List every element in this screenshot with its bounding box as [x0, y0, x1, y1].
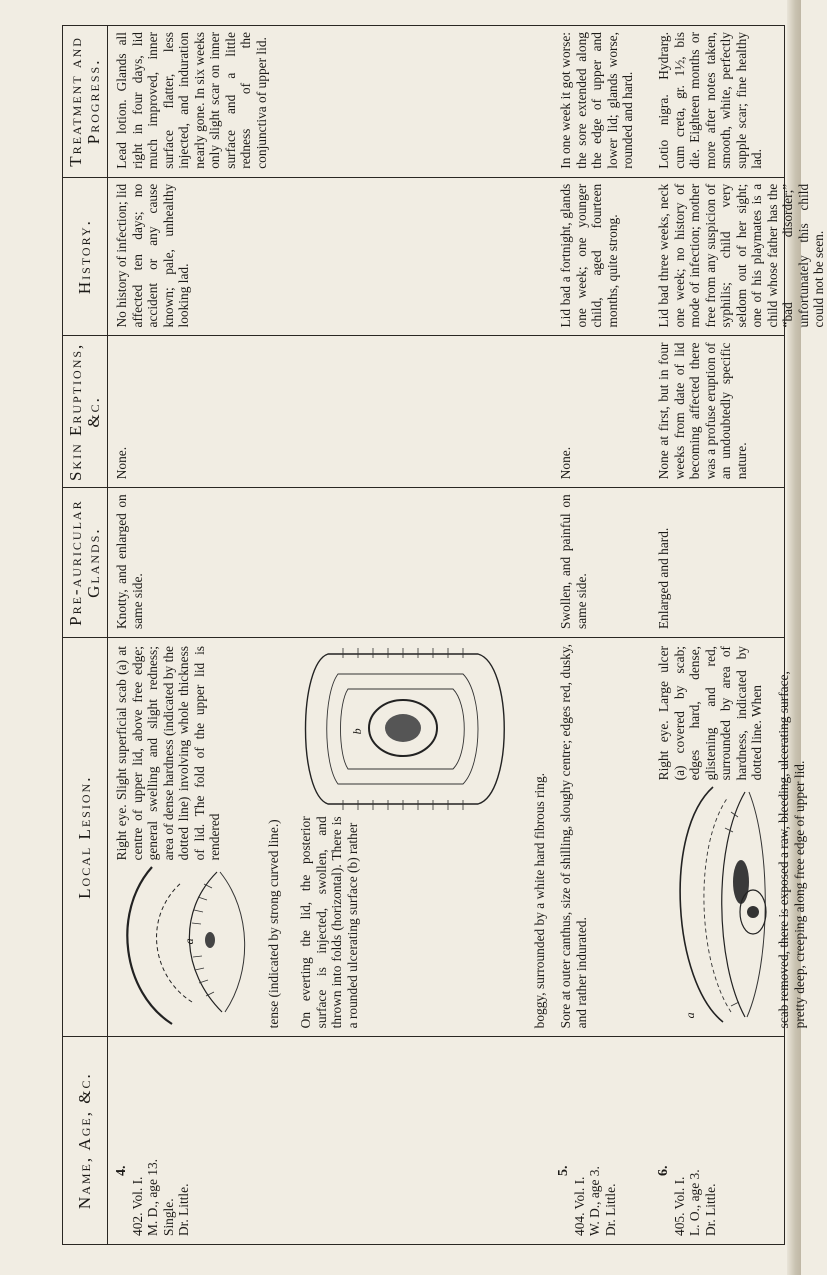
case-4-treatment: Lead lotion. Glands all right in four days, lid much improved, inner surface flatter, less injected, and induration nearly gone. In six weeks only slight scar on inner surface and a little redness of the conjunctiva of upper lid. [114, 32, 269, 169]
case-4-skin: None. [114, 446, 129, 480]
everted-lid-figure [288, 644, 528, 814]
case-4-glands: Knotty, and enlarged on same side. [114, 494, 145, 629]
table-body [108, 26, 826, 1244]
case-4-name-line-4: Dr. Little. [176, 1183, 191, 1236]
case-6-name [656, 1043, 718, 1236]
upper-lid-drawing [112, 862, 262, 1032]
case-6-name-line-1: 405. Vol. I. [671, 1176, 687, 1236]
case-4-lesion-text-a: Right eye. Slight superficial scab (a) at centre of upper lid, above free edge; general swelling and slight redness; area of dense hardness (indicated by the dotted line) involving whole thickness of lid. The fold of the upper lid is rendered [114, 646, 222, 861]
case-6-name-line-2: L. O., age 3. [687, 1169, 702, 1236]
case-4-number: 4. [114, 1165, 129, 1176]
glands-column [108, 487, 784, 637]
case-5-name [556, 1043, 618, 1236]
case-5-history: Lid bad a fortnight, glands one week; one younger child, aged fourteen months, quite strong. [558, 183, 620, 328]
case-table [62, 25, 826, 1245]
table-header [63, 26, 108, 1244]
case-6-history: Lid bad three weeks, neck one week; no history of mode of infection; mother free from any suspicion of syphilis; child very seldom out of her sight; one of his playmates is a child whose father has the “bad disorder;” unfortunately this child could not be seen. [656, 183, 826, 328]
case-4-history: No history of infection; lid affected ten days; no accident or any cause known; pale, unhealthy looking lad. [114, 183, 191, 328]
case-5-name-line-1: 404. Vol. I. [571, 1176, 587, 1236]
case-5-skin: None. [558, 446, 573, 480]
case-6-glands: Enlarged and hard. [656, 527, 671, 629]
case-5-number: 5. [556, 1165, 571, 1176]
ulcer-lid-drawing [653, 782, 773, 1032]
case-6-treatment: Lotio nigra. Hydrarg. cum creta, gr. 1½, bis die. Eighteen months or more after notes taken, smooth, white, perfectly supple scar; fine healthy lad. [656, 32, 764, 169]
case-6-name-line-3: Dr. Little. [702, 1183, 718, 1236]
case-4-name-line-2: M. D., age 13. [145, 1159, 160, 1236]
case-5-glands: Swollen, and painful on same side. [558, 494, 589, 629]
case-4-name [114, 1043, 192, 1236]
case-5-treatment: In one week it got worse: the sore extended along the edge of upper and lower lid; glands worse, rounded and hard. [558, 32, 635, 169]
case-4-name-line-1: 402. Vol. I. [129, 1176, 145, 1236]
header-glands: Pre-auricular Glands. [63, 487, 107, 637]
history-column [108, 177, 826, 336]
header-history: History. [63, 177, 107, 336]
case-4-lesion-caption-a: tense (indicated by strong curved line.) [266, 819, 281, 1029]
figure-label-a-case-6: a [683, 1012, 697, 1019]
case-6-lesion-caption: scab removed, there is exposed a raw, bleeding, ulcerating surface, pretty deep, creeping along free edge of upper lid. [776, 671, 807, 1029]
case-4-name-line-3: Single. [160, 1198, 176, 1236]
case-6-lesion-text: Right eye. Large ulcer (a) covered by scab; edges hard, dense, glistening and red, surrounded by area of hardness, indicated by dotted line. When [656, 646, 764, 781]
case-5-name-line-2: W. D., age 3. [587, 1166, 602, 1236]
case-4-lesion-caption-b: boggy, surrounded by a white hard fibrous ring. [532, 772, 547, 1029]
header-name: Name, Age, &c. [63, 1036, 107, 1244]
case-5-lesion: Sore at outer canthus, size of shilling, sloughy centre; edges red, dusky, and rather indurated. [558, 644, 589, 1029]
header-treatment: Treatment and Progress. [66, 36, 103, 167]
treatment-column [108, 26, 784, 177]
name-column [108, 1036, 784, 1244]
case-6-number: 6. [656, 1165, 671, 1176]
case-5-name-line-3: Dr. Little. [602, 1183, 618, 1236]
everted-lid-drawing [288, 644, 528, 814]
lesion-column [108, 637, 807, 1036]
figure-label-a: a [182, 938, 196, 945]
figure-label-b: b [350, 728, 364, 735]
case-4-lesion-text-b: On everting the lid, the posterior surface is injected, swollen, and thrown into folds (horizontal). There is a rounded ulcerating surface (b) rather [298, 816, 360, 1029]
header-skin: Skin Eruptions, &c. [63, 336, 107, 488]
ulcer-lid-figure [653, 782, 773, 1032]
header-lesion: Local Lesion. [63, 637, 107, 1036]
upper-lid-figure [112, 862, 262, 1032]
case-6-skin: None at first, but in four weeks from date of lid becoming affected there was a profuse eruption of an undoubtedly specific nature. [656, 342, 749, 480]
skin-column [108, 336, 784, 488]
